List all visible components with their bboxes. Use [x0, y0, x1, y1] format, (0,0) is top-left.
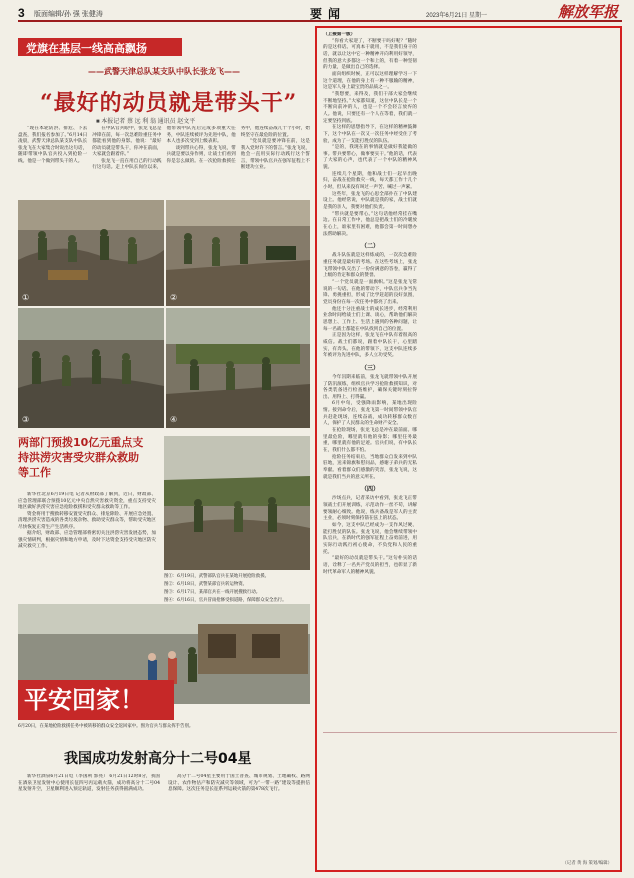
- paragraph: 新华社酒泉6月21日电（李国利 郭亮） 6月21日12时8分，我国在酒泉卫星发射中心使用长征四号丙运载火箭，成功将高分十二号04星发射升空，卫星顺利进入预定轨道，发射任务获得圆满成功。: [18, 774, 160, 793]
- satellite-body: [18, 774, 310, 878]
- paragraph: “我想要，来得及，我们干部大家会继续不断地坚持。”大家都知道，这位中队长是一个不断向前冲的人，也是一个不会轻言放弃的人。他说，只要还有一个人在等着，我们就一定要坚持到底。: [323, 91, 417, 124]
- continued-article: [315, 26, 622, 872]
- photo-label: ③: [22, 415, 30, 424]
- page-number: 3: [18, 6, 25, 20]
- homecoming-feature: [18, 604, 310, 742]
- homecoming-caption: 6月20日，在某地抢险救援任务中被转移的群众安全返回家中。图为官兵与群众挥手告别。: [18, 724, 194, 729]
- section-number: （二）: [360, 243, 379, 251]
- paragraph: 正是因为这样，张龙飞在中队有着很高的威信。战士们都说，跟着中队长干，心里踏实，有奔头。在他的带领下，这支中队连续多年被评为先进中队，多人立功受奖。: [323, 333, 417, 359]
- article-byline: ■ 本报记者 蔡 远 利 翁 通讯员 赵文平: [96, 119, 196, 125]
- rescue-photo-3: [18, 308, 164, 428]
- paragraph: 战斗队伍就是这样炼成的，一次次急难险重任务就是最好的考场。在这些考场上，张龙飞带领中队交出了一份份满意的答卷，赢得了上级的肯定和群众的赞誉。: [323, 253, 417, 279]
- photo-label: ①: [22, 293, 30, 302]
- continued-article-body: [323, 32, 617, 868]
- section-title: 要闻: [310, 7, 347, 21]
- photo-grid: [18, 200, 310, 428]
- rescue-photo-4: [166, 308, 310, 428]
- paragraph: 如今，这支中队已经成为一支作风过硬、能打胜仗的队伍。张龙飞说，他会继续带领中队官兵，在新时代的强军征程上奋勇前进，用实际行动践行初心使命，不负党和人民的重托。: [323, 522, 417, 555]
- paragraph: 谈到带兵心得，张龙飞说，带兵就是要以身作则，让战士们看到你是怎么做的。在一次抢险救援任务中，他连续奋战几十个小时，始终坚守在最危险的位置。: [166, 126, 310, 164]
- photo-label: ④: [170, 415, 178, 424]
- flood-headline: 两部门预拨10亿元重点支持洪涝灾害受灾群众救助等工作: [18, 436, 144, 479]
- paragraph: 在抢险现场，张龙飞总是冲在最前面。哪里最危险，哪里就有他的身影；哪里任务最重，哪里就有他的足迹。官兵们说，有中队长在，我们什么都不怕。: [323, 428, 417, 454]
- article-headline: “最好的动员就是带头干”: [40, 90, 298, 116]
- photo-label: ②: [170, 293, 178, 302]
- paragraph: 新华社北京6月19日电 记者从财政部了解到，近日，财政部、应急管理部联合预拨10亿元中央自然灾害救灾资金，重点支持受灾地区做好洪涝灾害应急抢险救援和受灾群众救助等工作。: [18, 492, 156, 511]
- homecoming-title: 平安回家！: [18, 680, 174, 720]
- photo-caption: 图③：6月17日，某部官兵在一线开展搜救行动。: [164, 590, 261, 596]
- paragraph: 在这样的思想指导下，在这样的精神鼓舞下，这个中队在一次又一次任务中经受住了考验，成为了一支能打胜仗的队伍。: [323, 125, 417, 144]
- divider: [323, 732, 617, 733]
- paragraph: 据介绍，财政部、应急管理部将密切关注洪涝灾害发展态势，加强灾情研判，根据灾情和地方申请，及时下达资金支持受灾地区防灾减灾救灾工作。: [18, 531, 156, 550]
- paragraph: “现在本轮防洪、排危、下去盘查，我们报名参加了。”6月14日凌晨，武警天津总队某支队中队长张龙飞在大家集合时说出这句话，随即带领中队官兵投入到抢险一线。他是一个做到带头干的人。: [18, 126, 88, 164]
- photo-caption: 图①：6月19日，武警部队官兵在某地开展抢险救援。: [164, 574, 269, 579]
- newspaper-logo: 解放军报: [557, 3, 618, 21]
- paragraph: 今年汛期来临前，张龙飞就带领中队开展了防汛演练，组织官兵学习抢险救援知识，对各类装备进行检查维护，确保关键时刻拉得出、用得上、打得赢。: [323, 374, 417, 400]
- paragraph: 在中队官兵眼中，张龙飞总是冲锋在前，每一次急难险重任务中都能看到他的身影。他说：“最好的动员就是带头干，你冲在前面，大家就会跟着你。”: [92, 126, 162, 158]
- lead-article: [18, 38, 310, 171]
- paragraph: 资金将用于搜救转移安置受灾群众、排危除险、开展应急处置、清理洪涝灾害造成的各类垃圾杂物、救助受灾群众等，帮助受灾地区尽快恢复正常生产生活秩序。: [18, 511, 156, 530]
- paragraph: 抢险任务结束后，当地群众自发来到中队驻地，送来锦旗和慰问品，感谢子弟兵的无私奉献。看着群众们感激的笑容，张龙飞说，这就是我们当兵的意义所在。: [323, 454, 417, 480]
- paragraph: 他还十分注重战士的成长进步，经常利用业余时间给战士们上课、谈心，帮助他们解决思想上、工作上、生活上遇到的各种问题，让每一名战士都能在中队找到自己的位置。: [323, 306, 417, 332]
- paragraph: “带兵就是要带心。”这句话他经常挂在嘴边。在日常工作中，他总是把战士们的冷暖放在心上，谁家里有困难，他都会第一时间想办法帮助解决。: [323, 211, 417, 237]
- article-kicker: 党旗在基层一线高高飘扬: [18, 38, 182, 56]
- paragraph: “你看大家迎了，不断要干吗好呢？”随时的是这样话。可真本干就用，不是我们身干的话，就以让这中它一种精神开向利用好领导，但我的意大多都这一个和上的，有着一种坚韧的力量，是做出自己的选择。: [323, 38, 417, 71]
- flood-photo: [164, 436, 310, 570]
- editor-line: 版面编辑/孙 强 张健涛: [34, 11, 103, 18]
- section-number: （三）: [360, 364, 379, 372]
- photo-caption: 图④：6月16日，官兵冒雨抢修受损道路，保障群众安全出行。: [164, 598, 287, 604]
- flood-relief-article: [18, 436, 310, 602]
- section-number: （四）: [360, 486, 379, 494]
- paragraph: “是的，我现在的事情就是做好我能做的事。带兵要带心，做事要实干。”他的话，代表了大家的心声，也代表了一个中队的精神风貌。: [323, 145, 417, 171]
- rescue-photo-2: [166, 200, 310, 306]
- article-credit: （记者 黄 海 策划/编辑）: [562, 861, 612, 866]
- paragraph: 这些年，张龙飞的心思全部扑在了中队建设上。他经常说，中队就是我的家，战士们就是我的亲人，我要对他们负责。: [323, 191, 417, 211]
- flood-body: [18, 492, 156, 602]
- paragraph: 面向组织时候，正可以这样理解学习一下这个道理，在他的身上有一种不服输的精神，这是军人身上最宝贵的品质之一。: [323, 71, 417, 91]
- continuation-note: （上接第一版）: [323, 32, 356, 37]
- paragraph: “党员就是要冲锋在前，这是我入党时许下的誓言。”张龙飞说，他会一直用实际行动践行这个誓言，带领中队官兵在强军征程上不断建功立业。: [240, 139, 310, 171]
- paragraph: 高分十二号04星主要用于国土普查、城市规划、土地确权、路网设计、农作物估产和防灾减灾等领域，可为“一带一路”建设等提供信息保障。这次任务是长征系列运载火箭的第478次飞行。: [168, 774, 310, 793]
- satellite-headline: 我国成功发射高分十二号04星: [64, 751, 252, 767]
- paragraph: “一个党员就是一面旗帜。”这是张龙飞常说的一句话。在他的带动下，中队官兵争当先锋、勇挑重担，形成了比学赶超的良好氛围，党员身份在每一次任务中都亮了出来。: [323, 279, 417, 305]
- paragraph: 沙场点兵，记者采访中看到，张龙飞正带领战士们开展训练，示范动作一丝不苟，讲解要领耐心细致。他说，练兵备战是军人的主责主业，必须时刻保持箭在弦上的状态。: [323, 496, 417, 522]
- issue-date: 2023年6月21日 星期一: [426, 13, 488, 19]
- paragraph: 连续几个星期，他和战士们一起早出晚归，奋战在抢险救灾一线，每天都工作十几个小时，但从来没有叫过一声苦、喊过一声累。: [323, 171, 417, 191]
- article-subtitle: ——武警天津总队某支队中队长张龙飞——: [88, 67, 240, 76]
- page-header: [18, 3, 622, 22]
- paragraph: 6月中旬，受强降雨影响，某地出现险情。接到命令后，张龙飞第一时间带领中队官兵赶赴现场，连续奋战，成功转移群众数百人，保护了人民群众的生命财产安全。: [323, 401, 417, 427]
- paragraph: 张龙飞一直在用自己的行动践行这句话。走上中队长岗位以来，他带领中队先后完成多项重大任务，中队连续被评为先进中队，他本人也多次受到上级表彰。: [92, 126, 236, 171]
- paragraph: “最好的动员就是带头干。”这句朴实的话语，诠释了一名共产党员的担当，也彰显了新时代革命军人的精神风貌。: [323, 556, 417, 575]
- photo-caption: 图②：6月18日，武警某部官兵转运物资。: [164, 582, 248, 588]
- rescue-photo-1: [18, 200, 164, 306]
